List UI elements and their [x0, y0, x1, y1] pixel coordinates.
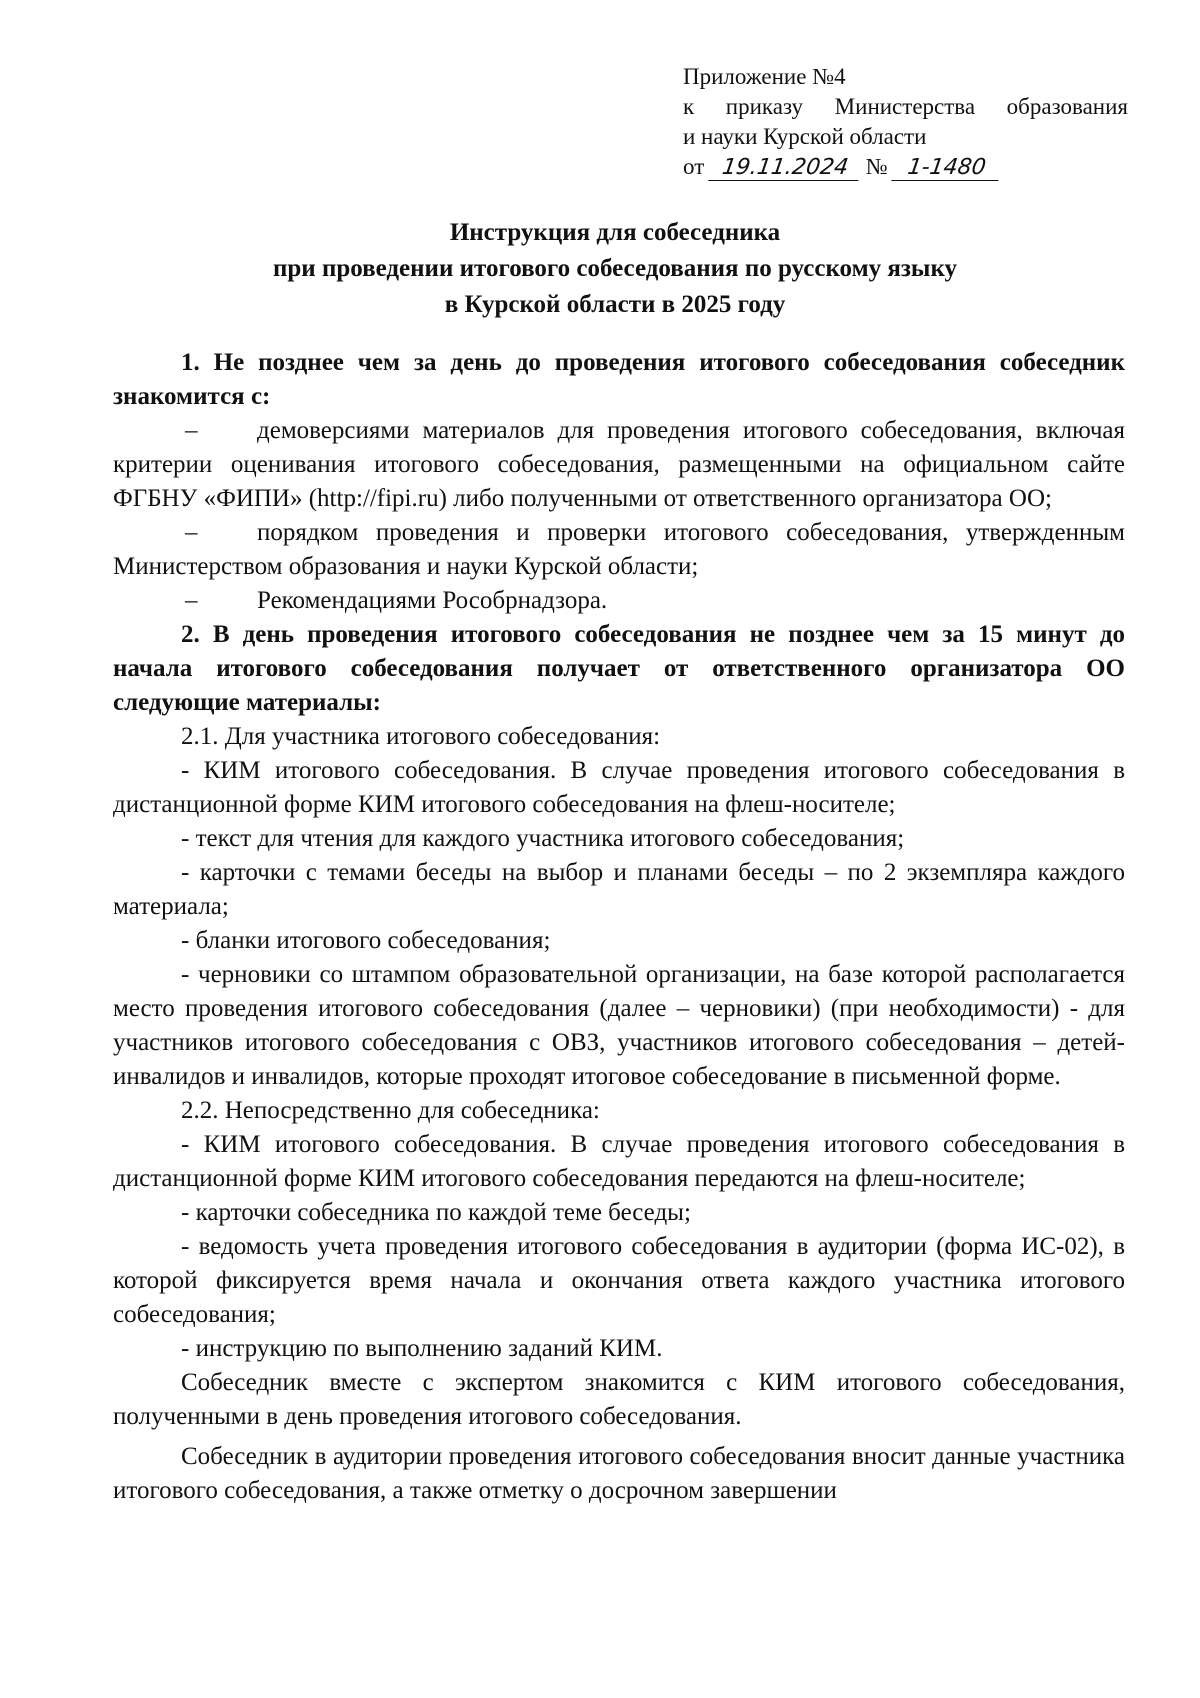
list-item: - ведомость учета проведения итогового собеседования в аудитории (форма ИС-02), в которой фиксируется время начала и окончания ответа каждого участника итогового собеседования;: [113, 1233, 1125, 1328]
list-item: - бланки итогового собеседования;: [181, 927, 551, 954]
subsection-2-2-heading: 2.2. Непосредственно для собеседника:: [181, 1097, 600, 1124]
paragraph: Собеседник вместе с экспертом знакомится с КИМ итогового собеседования, полученными в день проведения итогового собеседования.: [113, 1369, 1125, 1430]
list-item: - инструкцию по выполнению заданий КИМ.: [181, 1335, 663, 1362]
appendix-header: [683, 62, 1128, 182]
paragraph: Собеседник в аудитории проведения итогового собеседования вносит данные участника итогового собеседования, а также отметку о досрочном завершении: [113, 1443, 1125, 1504]
handwritten-date: 19.11.2024: [708, 157, 861, 181]
list-item: - КИМ итогового собеседования. В случае проведения итогового собеседования в дистанционной форме КИМ итогового собеседования на флеш-носителе;: [113, 757, 1125, 818]
title-line-1: Инструкция для собеседника: [449, 219, 781, 246]
list-item: - карточки собеседника по каждой теме беседы;: [181, 1199, 691, 1226]
appendix-ministry: и науки Курской области: [683, 124, 927, 149]
list-item: - черновики со штампом образовательной организации, на базе которой располагается место проведения итогового собеседования (далее – черновики) (при необходимости) - для участников итогового собеседования с ОВЗ, участников итогового собеседования – детей-инвалидов и инвалидов, которые проходят итоговое собеседование в письменной форме.: [113, 961, 1125, 1090]
dash-marker: –: [185, 587, 198, 614]
section-1-item: [113, 414, 1125, 516]
section-1-item-text: порядком проведения и проверки итогового собеседования, утвержденным Министерством образования и науки Курской области;: [113, 519, 1125, 580]
list-item: - КИМ итогового собеседования. В случае проведения итогового собеседования в дистанционной форме КИМ итогового собеседования передаются на флеш-носителе;: [113, 1131, 1125, 1192]
appendix-date-number-line: [683, 152, 1128, 182]
handwritten-number: 1-1480: [892, 157, 1002, 181]
list-item: - карточки с темами беседы на выбор и планами беседы – по 2 экземпляра каждого материала;: [113, 859, 1125, 920]
section-1-item-text: демоверсиями материалов для проведения итогового собеседования, включая критерии оценивания итогового собеседования, размещенными на официальном сайте ФГБНУ «ФИПИ» (http://fipi.ru) либо полученными от ответственного организатора ОО;: [113, 417, 1125, 512]
document-body: [113, 346, 1125, 1508]
dash-marker: –: [185, 519, 198, 546]
document-title: [110, 215, 1120, 323]
number-prefix: №: [865, 154, 888, 179]
date-prefix: от: [683, 154, 705, 179]
section-2-heading: 2. В день проведения итогового собеседования не позднее чем за 15 минут до начала итогового собеседования получает от ответственного организатора ОО следующие материалы:: [113, 621, 1125, 716]
section-1-item: [113, 516, 1125, 584]
dash-marker: –: [185, 417, 198, 444]
list-item: - текст для чтения для каждого участника итогового собеседования;: [181, 825, 905, 852]
section-1-heading: 1. Не позднее чем за день до проведения итогового собеседования собеседник знакомится с:: [113, 349, 1125, 410]
appendix-order-ref: к приказу Министерства образования: [683, 94, 1128, 119]
section-1-item: [113, 584, 1125, 618]
title-line-2: при проведении итогового собеседования по русскому языку: [272, 255, 957, 282]
appendix-number: Приложение №4: [683, 64, 846, 89]
section-1-item-text: Рекомендациями Рособрнадзора.: [257, 587, 608, 614]
subsection-2-1-heading: 2.1. Для участника итогового собеседования:: [181, 723, 661, 750]
title-line-3: в Курской области в 2025 году: [444, 291, 786, 318]
